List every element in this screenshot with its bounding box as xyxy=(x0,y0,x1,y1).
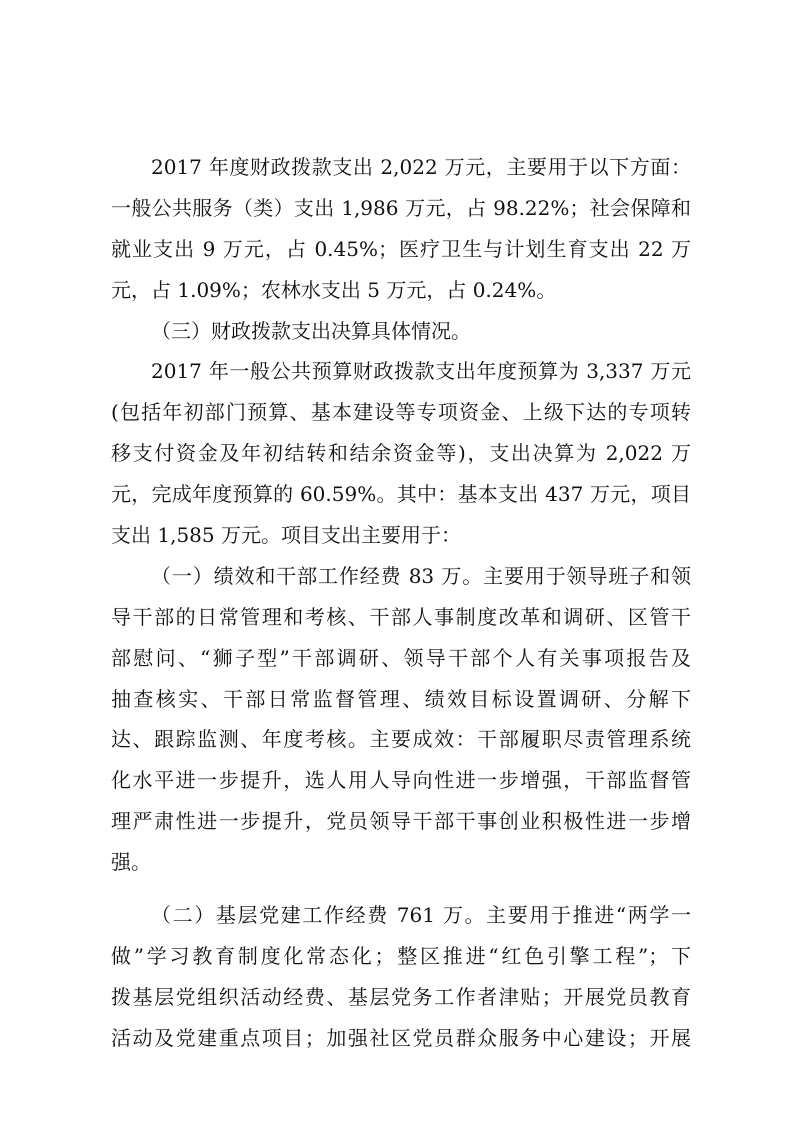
paragraph-3-line-4: 元，完成年度预算的 60.59%。其中：基本支出 437 万元，项目 xyxy=(111,482,691,507)
paragraph-3-line-5: 支出 1,585 万元。项目支出主要用于： xyxy=(111,523,461,548)
paragraph-5-line-3: 拨基层党组织活动经费、基层党务工作者津贴；开展党员教育 xyxy=(111,984,691,1009)
paragraph-5-line-2: 做”学习教育制度化常态化；整区推进“红色引擎工程”；下 xyxy=(111,943,691,968)
paragraph-4-line-1: （一）绩效和干部工作经费 83 万。主要用于领导班子和领 xyxy=(151,563,691,588)
paragraph-4-line-4: 抽查核实、干部日常监督管理、绩效目标设置调研、分解下 xyxy=(111,686,691,711)
paragraph-3-line-1: 2017 年一般公共预算财政拨款支出年度预算为 3,337 万元 xyxy=(151,359,691,384)
paragraph-5-line-4: 活动及党建重点项目；加强社区党员群众服务中心建设；开展 xyxy=(111,1025,691,1050)
paragraph-4-line-2: 导干部的日常管理和考核、干部人事制度改革和调研、区管干 xyxy=(111,604,691,629)
body-text xyxy=(111,147,691,1059)
paragraph-3-line-3: 移支付资金及年初结转和结余资金等)，支出决算为 2,022 万 xyxy=(111,441,691,466)
paragraph-5-line-1: （二）基层党建工作经费 761 万。主要用于推进“两学一 xyxy=(151,903,691,928)
paragraph-1-line-4: 元，占 1.09%；农林水支出 5 万元，占 0.24%。 xyxy=(111,277,557,302)
paragraph-4-line-8: 强。 xyxy=(111,850,151,875)
paragraph-3-line-2: (包括年初部门预算、基本建设等专项资金、上级下达的专项转 xyxy=(111,400,691,425)
paragraph-1-line-3: 就业支出 9 万元，占 0.45%；医疗卫生与计划生育支出 22 万 xyxy=(111,236,691,261)
paragraph-4-line-3: 部慰问、“狮子型”干部调研、领导干部个人有关事项报告及 xyxy=(111,645,691,670)
paragraph-4-line-5: 达、跟踪监测、年度考核。主要成效：干部履职尽责管理系统 xyxy=(111,727,691,752)
section-heading-3: （三）财政拨款支出决算具体情况。 xyxy=(151,318,471,343)
paragraph-4-line-6: 化水平进一步提升，选人用人导向性进一步增强，干部监督管 xyxy=(111,768,691,793)
paragraph-1-line-1: 2017 年度财政拨款支出 2,022 万元，主要用于以下方面： xyxy=(151,155,691,179)
paragraph-1-line-2: 一般公共服务（类）支出 1,986 万元，占 98.22%；社会保障和 xyxy=(111,195,691,220)
paragraph-4-line-7: 理严肃性进一步提升，党员领导干部干事创业积极性进一步增 xyxy=(111,809,691,834)
